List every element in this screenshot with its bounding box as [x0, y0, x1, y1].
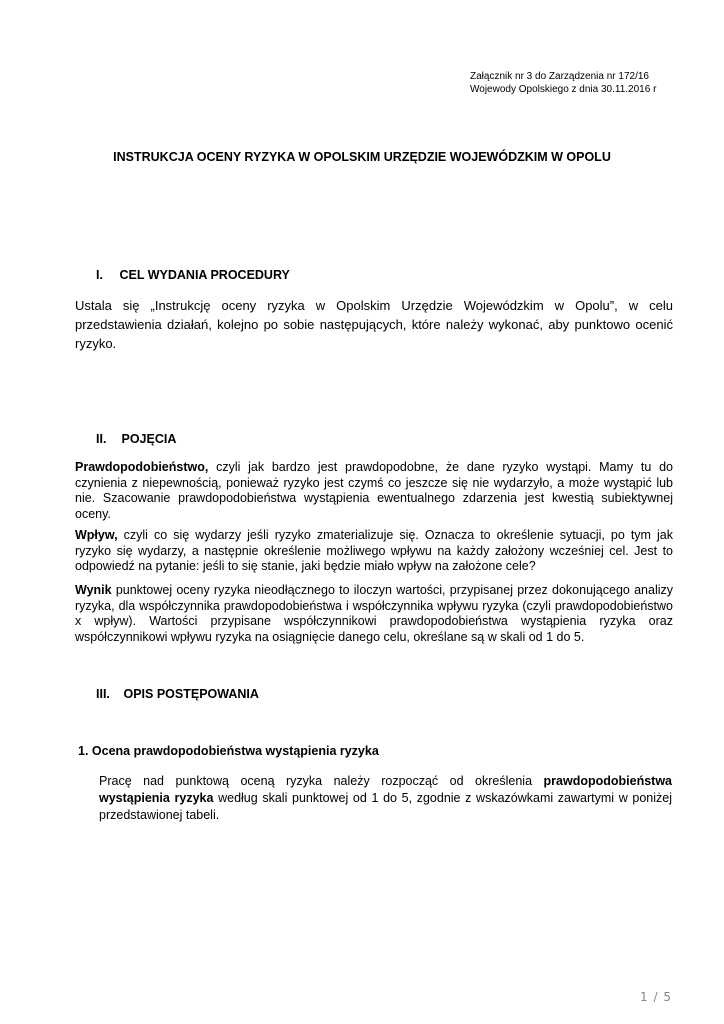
section-2-title: POJĘCIA: [121, 432, 177, 446]
page-number: 1 / 5: [640, 990, 672, 1004]
section-1-heading: [96, 268, 290, 282]
definition-result-text: punktowej oceny ryzyka nieodłącznego to iloczyn wartości, przypisanej przez dokonującego analizy ryzyka, dla współczynnika prawdopodobieństwa i współczynnika wpływu ryzyka (czyli prawdopodobieństwo x wpływ). Wartości przypisane współczynnikowi prawdopodobieństwa wystąpienia ryzyka oraz współczynnikowi wpływu ryzyka na osiągnięcie danego celu, określane są w skali od 1 do 5.: [75, 583, 673, 644]
annex-line-2: Wojewody Opolskiego z dnia 30.11.2016 r: [470, 84, 657, 95]
section-1-title: CEL WYDANIA PROCEDURY: [119, 268, 290, 282]
document-title: INSTRUKCJA OCENY RYZYKA W OPOLSKIM URZĘDZIE WOJEWÓDZKIM W OPOLU: [113, 150, 611, 164]
definition-impact-term: Wpływ,: [75, 528, 118, 542]
section-1-paragraph: Ustala się „Instrukcję oceny ryzyka w Opolskim Urzędzie Wojewódzkim w Opolu”, w celu przedstawienia działań, kolejno po sobie następujących, które należy wykonać, aby punktowo ocenić ryzyko.: [75, 298, 673, 351]
section-1-number: I.: [96, 268, 103, 282]
definition-probability-term: Prawdopodobieństwo,: [75, 460, 209, 474]
subsection-1-paragraph: [99, 773, 672, 824]
subsection-1-text-bold: prawdopodobieństwa wystąpienia ryzyka: [99, 774, 672, 805]
subsection-1-text-a: Pracę nad punktową oceną ryzyka należy rozpocząć od określenia: [99, 774, 544, 788]
subsection-1-heading: 1. Ocena prawdopodobieństwa wystąpienia ryzyka: [78, 744, 379, 758]
definition-result: [75, 583, 673, 645]
definition-impact: [75, 528, 673, 575]
section-3-number: III.: [96, 687, 110, 701]
definition-probability: [75, 460, 673, 522]
definition-probability-text: czyli jak bardzo jest prawdopodobne, że dane ryzyko wystąpi. Mamy tu do czynienia z niepewnością, ponieważ ryzyko jest czymś co jeszcze się nie wydarzyło, a może wystąpić lub nie. Szacowanie prawdopodobieństwa wystąpienia ewentualnego zdarzenia jest kwestią subiektywnej oceny.: [75, 460, 673, 521]
annex-line-1: Załącznik nr 3 do Zarządzenia nr 172/16: [470, 71, 649, 82]
section-2-heading: [96, 432, 176, 446]
definition-result-term: Wynik: [75, 583, 112, 597]
subsection-1-text-b: według skali punktowej od 1 do 5, zgodnie z wskazówkami zawartymi w poniżej przedstawionej tabeli.: [99, 791, 672, 822]
annex-note: [470, 70, 656, 96]
section-3-title: OPIS POSTĘPOWANIA: [123, 687, 259, 701]
section-2-number: II.: [96, 432, 107, 446]
definition-impact-text: czyli co się wydarzy jeśli ryzyko zmaterializuje się. Oznacza to określenie sytuacji, po tym jak ryzyko się wydarzy, a następnie określenie możliwego wpływu na każdy założony wcześniej cel. Jest to odpowiedź na pytanie: jeśli to się stanie, jaki będzie miało wpływ na założone cele?: [75, 528, 673, 573]
section-3-heading: [96, 687, 259, 701]
